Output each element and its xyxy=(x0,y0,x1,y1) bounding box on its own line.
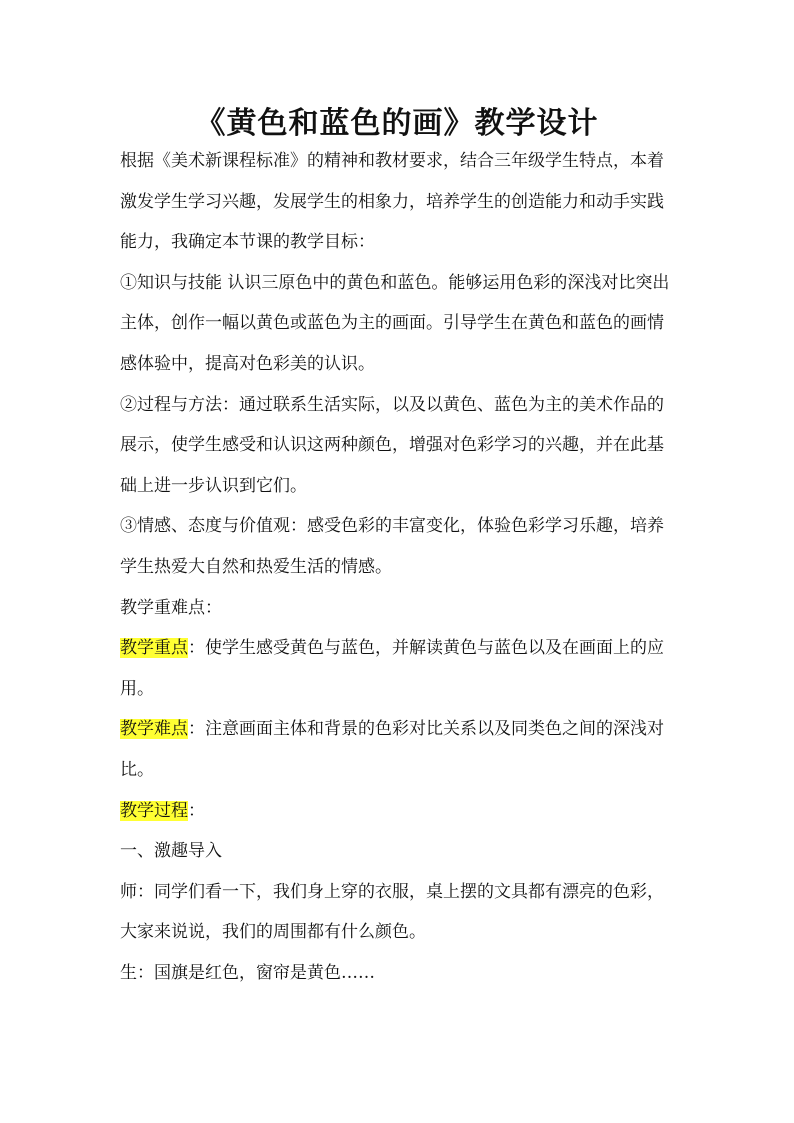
difficult-point-paragraph xyxy=(120,709,680,790)
student-paragraph: 生：国旗是红色，窗帘是黄色…… xyxy=(120,962,375,983)
key-difficult-heading: 教学重难点： xyxy=(120,597,222,618)
teacher-paragraph: 师：同学们看一下，我们身上穿的衣服，桌上摆的文具都有漂亮的色彩，大家来说说，我们的周围都有什么颜色。 xyxy=(120,881,664,943)
document-body xyxy=(120,141,680,993)
key-point-paragraph xyxy=(120,628,680,709)
key-point-label: 教学重点 xyxy=(120,638,188,659)
goal-emotion-paragraph: ③情感、态度与价值观：感受色彩的丰富变化，体验色彩学习乐趣，培养学生热爱大自然和热爱生活的情感。 xyxy=(120,516,664,577)
intro-paragraph: 根据《美术新课程标准》的精神和教材要求，结合三年级学生特点，本着激发学生学习兴趣，发展学生的相象力，培养学生的创造能力和动手实践能力，我确定本节课的教学目标： xyxy=(120,151,664,253)
key-point-text: ：使学生感受黄色与蓝色，并解读黄色与蓝色以及在画面上的应用。 xyxy=(120,638,664,699)
process-label: 教学过程 xyxy=(120,800,188,821)
goal-process-paragraph: ②过程与方法：通过联系生活实际，以及以黄色、蓝色为主的美术作品的展示，使学生感受和认识这两种颜色，增强对色彩学习的兴趣，并在此基础上进一步认识到它们。 xyxy=(120,394,664,496)
section-heading-intro: 一、激趣导入 xyxy=(120,841,222,862)
difficult-point-text: ：注意画面主体和背景的色彩对比关系以及同类色之间的深浅对比。 xyxy=(120,719,664,780)
document-title: 《黄色和蓝色的画》教学设计 xyxy=(195,106,599,141)
goal-knowledge-paragraph: ①知识与技能 认识三原色中的黄色和蓝色。能够运用色彩的深浅对比突出主体，创作一幅以黄色或蓝色为主的画面。引导学生在黄色和蓝色的画情感体验中，提高对色彩美的认识。 xyxy=(120,272,670,374)
process-colon: ： xyxy=(188,800,205,821)
difficult-point-label: 教学难点 xyxy=(120,719,188,740)
process-heading xyxy=(120,791,680,832)
